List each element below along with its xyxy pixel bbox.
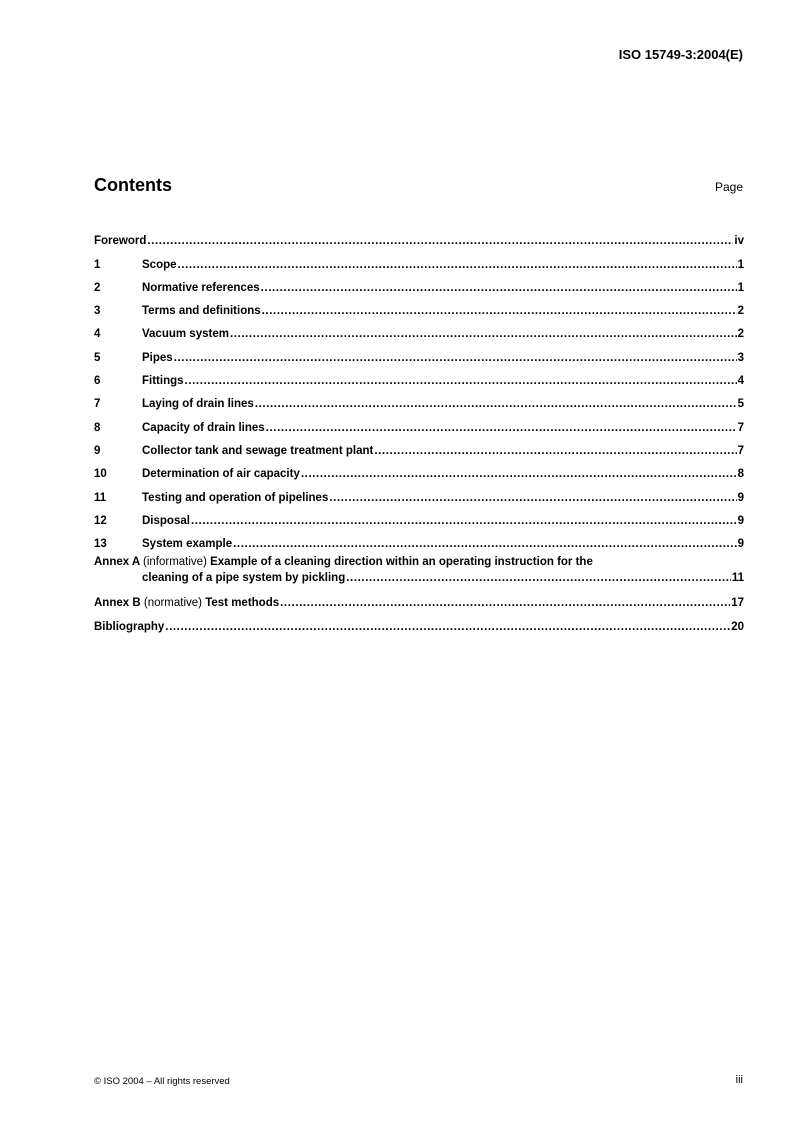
dot-leader [280, 597, 730, 609]
toc-entry-5[interactable] [94, 340, 744, 363]
dot-leader [261, 282, 737, 294]
toc-entry-page: 5 [737, 398, 744, 411]
dot-leader [374, 445, 736, 457]
toc-entry-number: 1 [94, 258, 101, 271]
dot-leader [301, 468, 737, 480]
toc-entry-page: 9 [737, 514, 744, 527]
toc-entry-label: System example [142, 538, 233, 551]
dot-leader [329, 492, 736, 504]
toc-entry-number: 4 [94, 328, 101, 341]
toc-entry-number: 13 [94, 538, 107, 551]
toc-entry-page: 11 [731, 572, 744, 585]
toc-entry-page: 4 [737, 375, 744, 388]
toc-entry-page: 17 [731, 597, 744, 610]
toc-entry-1[interactable] [94, 247, 744, 270]
toc-entry-page: 2 [737, 305, 744, 318]
toc-entry-label: Scope [142, 258, 177, 271]
toc-entry-page: 8 [737, 468, 744, 481]
annex-a-title-line1: Example of a cleaning direction within an operating instruction for the [210, 556, 593, 569]
toc-entry-page: 7 [737, 421, 744, 434]
dot-leader [346, 572, 731, 584]
copyright-notice: © ISO 2004 – All rights reserved [94, 1076, 230, 1087]
page-column-label: Page [714, 180, 743, 194]
dot-leader [191, 515, 737, 527]
toc-entry-6[interactable] [94, 364, 744, 387]
dot-leader [255, 398, 737, 410]
document-id: ISO 15749-3:2004(E) [618, 47, 743, 62]
toc-entry-label: Determination of air capacity [142, 468, 300, 481]
toc-entry-number: 9 [94, 444, 101, 457]
toc-entry-label: Testing and operation of pipelines [142, 491, 329, 504]
toc-entry-label: Fittings [142, 375, 184, 388]
toc-entry-11[interactable] [94, 480, 744, 503]
toc-entry-annex-a[interactable] [94, 556, 744, 584]
dot-leader [233, 538, 736, 550]
toc-entry-label: Disposal [142, 514, 190, 527]
toc-entry-12[interactable] [94, 504, 744, 527]
toc-entry-number: 8 [94, 421, 101, 434]
annex-a-kind: (informative) [143, 556, 207, 569]
annex-b-title: Test methods [205, 597, 280, 610]
toc-entry-page: 20 [731, 620, 744, 633]
toc-entry-page: 1 [737, 281, 744, 294]
toc-entry-label: Foreword [94, 235, 147, 248]
toc-entry-2[interactable] [94, 271, 744, 294]
toc-entry-page: iv [734, 235, 744, 248]
annex-a-second-line [94, 570, 744, 584]
table-of-contents [94, 224, 744, 633]
dot-leader [178, 259, 737, 271]
dot-leader [262, 305, 737, 317]
dot-leader [147, 235, 733, 247]
toc-entry-page: 3 [737, 351, 744, 364]
contents-title: Contents [94, 175, 172, 195]
toc-entry-label: Bibliography [94, 620, 165, 633]
toc-entry-label: Laying of drain lines [142, 398, 254, 411]
toc-entry-number: 7 [94, 398, 101, 411]
toc-entry-8[interactable] [94, 410, 744, 433]
toc-entry-number: 10 [94, 468, 107, 481]
toc-entry-label: Collector tank and sewage treatment plant [142, 444, 374, 457]
page-number: iii [735, 1074, 743, 1086]
toc-entry-3[interactable] [94, 294, 744, 317]
dot-leader [174, 352, 737, 364]
dot-leader [165, 621, 730, 633]
toc-entry-page: 2 [737, 328, 744, 341]
toc-entry-foreword[interactable] [94, 224, 744, 247]
toc-entry-4[interactable] [94, 317, 744, 340]
dot-leader [230, 328, 737, 340]
toc-entry-13[interactable] [94, 527, 744, 550]
dot-leader [266, 422, 737, 434]
toc-entry-7[interactable] [94, 387, 744, 410]
toc-entry-number: 5 [94, 351, 101, 364]
toc-entry-label: Vacuum system [142, 328, 229, 341]
toc-entry-number: 2 [94, 281, 101, 294]
toc-entry-number: 6 [94, 375, 101, 388]
toc-entry-page: 9 [737, 538, 744, 551]
annex-a-first-line [94, 556, 744, 570]
toc-entry-annex-b[interactable] [94, 586, 744, 609]
annex-a-prefix: Annex A [94, 556, 140, 569]
toc-entry-number: 3 [94, 305, 101, 318]
toc-entry-label: Normative references [142, 281, 260, 294]
toc-entry-10[interactable] [94, 457, 744, 480]
toc-entry-page: 1 [737, 258, 744, 271]
dot-leader [185, 375, 737, 387]
toc-entry-label: Pipes [142, 351, 173, 364]
toc-entry-page: 7 [737, 444, 744, 457]
toc-entry-label: Terms and definitions [142, 305, 261, 318]
toc-entry-bibliography[interactable] [94, 609, 744, 632]
toc-entry-number: 12 [94, 514, 107, 527]
toc-entry-label: Capacity of drain lines [142, 421, 265, 434]
annex-b-prefix: Annex B [94, 597, 141, 610]
toc-entry-9[interactable] [94, 434, 744, 457]
toc-entry-number: 11 [94, 491, 107, 504]
toc-entry-page: 9 [737, 491, 744, 504]
annex-b-kind: (normative) [143, 597, 203, 610]
annex-b-label [94, 597, 279, 609]
annex-a-title-line2: cleaning of a pipe system by pickling [142, 572, 346, 585]
